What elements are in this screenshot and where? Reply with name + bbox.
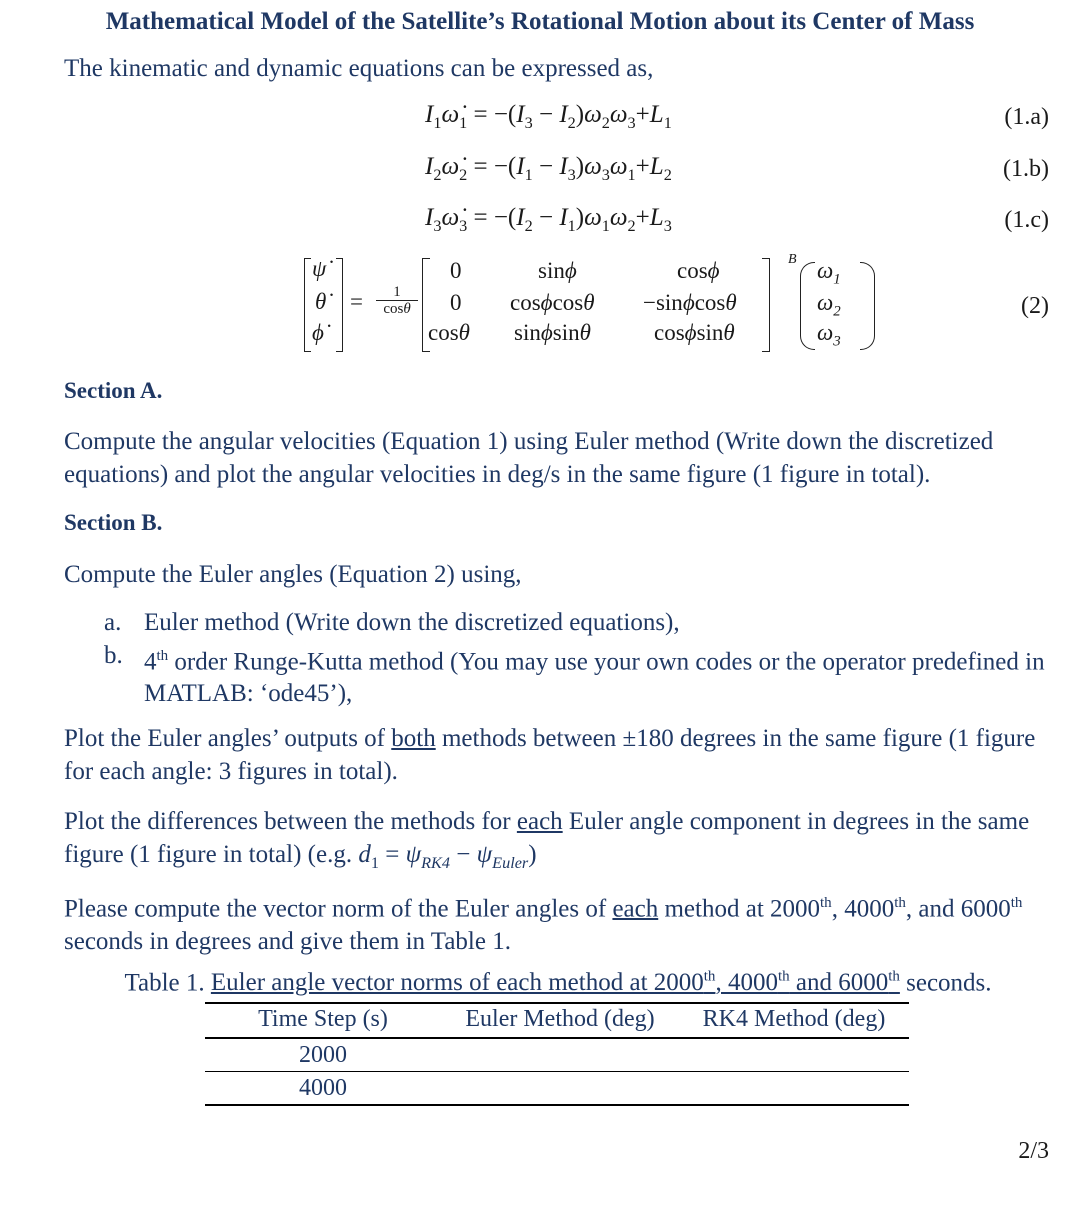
plot-instruction-2: Plot the differences between the methods for each Euler angle component in degrees in the same figure (1 figure in total) (e.g. $d_1 = \psi_{RK4} - \psi_{Euler}$): [64, 808, 1030, 872]
section-b-heading: Section B.: [64, 510, 163, 535]
column-header-time-step: Time Step (s): [205, 1003, 441, 1038]
table-cell: [679, 1072, 909, 1106]
list-item-text: 4th order Runge-Kutta method (You may use your own codes or the operator predefined in MATLAB: ‘ode45’),: [144, 648, 1045, 708]
equation-number-1b: (1.b): [1003, 156, 1049, 182]
plot-instruction-1: Plot the Euler angles’ outputs of both methods between ±180 degrees in the same figure (1 figure for each angle: 3 figures in total).: [64, 725, 1036, 785]
table-cell: 2000: [205, 1038, 441, 1072]
table-row: [205, 1072, 909, 1106]
column-header-rk4: RK4 Method (deg): [679, 1003, 909, 1038]
page-title: Mathematical Model of the Satellite’s Rotational Motion about its Center of Mass: [105, 8, 975, 35]
intro-text: The kinematic and dynamic equations can be expressed as,: [64, 55, 654, 82]
page-number: 2/3: [1018, 1138, 1049, 1164]
section-b-intro: Compute the Euler angles (Equation 2) using,: [64, 561, 522, 588]
table-cell: [441, 1038, 679, 1072]
list-item: [104, 640, 1050, 710]
table-cell: 4000: [205, 1072, 441, 1106]
equation-1b: $I_2\omegȧ_2 = -(I_1 - I_3)\omega_3\omega_1+L_2$: [425, 153, 672, 184]
results-table: [205, 1002, 909, 1106]
equation-number-2: (2): [1021, 293, 1049, 319]
norm-instruction: Please compute the vector norm of the Euler angles of each method at 2000th, 4000th, and 6000th seconds in degrees and give them in Table 1.: [64, 895, 1023, 956]
equation-1a: $I_1\omegȧ_1 = -(I_3 - I_2)\omega_2\omega_3+L_1$: [425, 101, 672, 132]
equation-number-1c: (1.c): [1004, 207, 1049, 233]
section-a-text: Compute the angular velocities (Equation 1) using Euler method (Write down the discretized equations) and plot the angular velocities in deg/s in the same figure (1 figure in total).: [64, 428, 994, 488]
table-cell: [679, 1038, 909, 1072]
list-item: [104, 607, 1050, 639]
table-cell: [441, 1072, 679, 1106]
list-item-label: b.: [104, 642, 123, 669]
list-item-label: a.: [104, 609, 122, 636]
equation-number-1a: (1.a): [1004, 104, 1049, 130]
column-header-euler: Euler Method (deg): [441, 1003, 679, 1038]
equation-1c: $I_3\omegȧ_3 = -(I_2 - I_1)\omega_1\omega_2+L_3$: [425, 204, 672, 235]
table-row: [205, 1038, 909, 1072]
table-header-row: [205, 1003, 909, 1038]
list-item-text: Euler method (Write down the discretized equations),: [144, 609, 680, 636]
section-a-heading: Section A.: [64, 378, 163, 403]
equation-2: ψ̇ θ̇ ϕ̇ = 1 cosθ 0 0 cosθ sinϕ cosϕcosθ sinϕsinθ cosϕ −sinϕcosθ cosϕsinθ B $\omega_1$ $\omega_2$ $\omega_3$: [300, 256, 880, 352]
table-caption: Table 1. Euler angle vector norms of each method at 2000th, 4000th and 6000th seconds.: [124, 969, 992, 997]
